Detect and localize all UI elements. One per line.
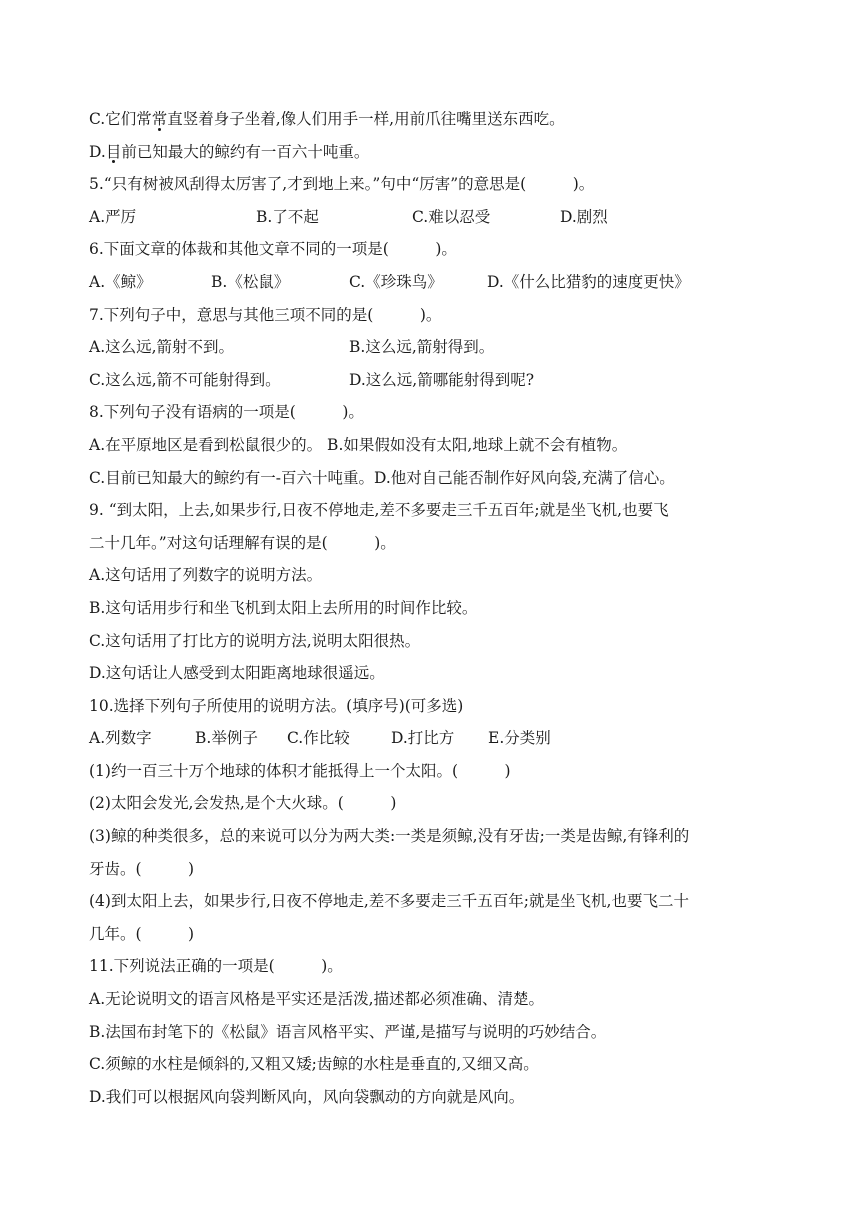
sub-question-3-cont: 牙齿。( ) [89, 859, 195, 878]
question-11: 11.下列说法正确的一项是( )。 [89, 957, 343, 976]
sub-question-4-cont: 几年。( ) [89, 924, 195, 943]
question-9: 9. “到太阳，上去,如果步行,日夜不停地走,差不多要走三千五百年;就是坐飞机,也要飞 [89, 501, 669, 520]
question-7-options-row1 [89, 331, 789, 364]
option-c: C.难以忍受 [412, 207, 491, 226]
option-a: A.《鲸》 [89, 272, 152, 291]
option-c: C.《珍珠鸟》 [349, 272, 443, 291]
option-b: B.法国布封笔下的《松鼠》语言风格平实、严谨,是描写与说明的巧妙结合。 [89, 1022, 607, 1041]
question-7-options-row2 [89, 364, 789, 397]
question-10: 10.选择下列句子所使用的说明方法。(填序号)(可多选) [89, 696, 464, 715]
option-line-d [89, 136, 789, 169]
option-a: A.无论说明文的语言风格是平实还是活泼,描述都必须准确、清楚。 [89, 990, 545, 1009]
sub-question-4: (4)到太阳上去，如果步行,日夜不停地走,差不多要走三千五百年;就是坐飞机,也要飞二十 [89, 892, 689, 911]
method-a: A.列数字 [89, 729, 152, 748]
question-body [89, 103, 789, 1113]
sub-question-2: (2)太阳会发光,会发热,是个大火球。( ) [89, 794, 397, 813]
sub-question-1: (1)约一百三十万个地球的体积才能抵得上一个太阳。( ) [89, 761, 511, 780]
text-segment: 前已知最大的鲸约有一百六十吨重。 [121, 142, 370, 161]
question-6-options [89, 266, 789, 299]
sub-question-3: (3)鲸的种类很多，总的来说可以分为两大类:一类是须鲸,没有牙齿;一类是齿鲸,有锋利的 [89, 827, 690, 846]
question-7: 7.下列句子中，意思与其他三项不同的是( )。 [89, 305, 442, 324]
emphasized-char: 目 [106, 136, 122, 169]
text-segment: 直竖着身子坐着,像人们用手一样,用前爪往嘴里送东西吃。 [167, 110, 565, 128]
option-a: A.这句话用了列数字的说明方法。 [89, 566, 323, 585]
option-d: D.剧烈 [560, 207, 608, 226]
question-5: 5.“只有树被风刮得太厉害了,才到地上来。”句中“厉害”的意思是( )。 [89, 175, 595, 194]
option-c: C.这句话用了打比方的说明方法,说明太阳很热。 [89, 631, 421, 650]
option-d: D.《什么比猎豹的速度更快》 [487, 272, 690, 291]
method-c: C.作比较 [287, 729, 350, 748]
option-d: D.这么远,箭哪能射得到呢? [349, 370, 535, 389]
option-b: B.这句话用步行和坐飞机到太阳上去所用的时间作比较。 [89, 598, 478, 617]
question-9-cont: 二十几年。”对这句话理解有误的是( )。 [89, 533, 396, 552]
question-5-options [89, 201, 789, 234]
option-c: C.这么远,箭不可能射得到。 [89, 370, 281, 389]
question-8-options-ab: A.在平原地区是看到松鼠很少的。 B.如果假如没有太阳,地球上就不会有植物。 [89, 435, 628, 454]
option-b: B.这么远,箭射得到。 [349, 338, 495, 357]
option-a: A.严厉 [89, 207, 137, 226]
method-d: D.打比方 [391, 729, 455, 748]
question-8: 8.下列句子没有语病的一项是( )。 [89, 403, 364, 422]
text-segment: C.它们常 [89, 110, 152, 128]
option-b: B.《松鼠》 [211, 272, 290, 291]
method-e: E.分类别 [488, 729, 551, 748]
emphasized-char: 常 [152, 103, 168, 136]
question-8-options-cd: C.目前已知最大的鲸约有一-百六十吨重。D.他对自己能否制作好风向袋,充满了信心。 [89, 468, 675, 487]
option-d: D.这句话让人感受到太阳距离地球很遥远。 [89, 664, 385, 683]
option-a: A.这么远,箭射不到。 [89, 338, 235, 357]
option-line-c [89, 103, 789, 136]
option-d: D.我们可以根据风向袋判断风向，风向袋飘动的方向就是风向。 [89, 1087, 525, 1106]
question-10-methods [89, 722, 789, 755]
method-b: B.举例子 [195, 729, 258, 748]
text-segment: D. [89, 142, 106, 161]
question-6: 6.下面文章的体裁和其他文章不同的一项是( )。 [89, 240, 457, 259]
option-c: C.须鲸的水柱是倾斜的,又粗又矮;齿鲸的水柱是垂直的,又细又高。 [89, 1055, 539, 1074]
option-b: B.了不起 [256, 207, 319, 226]
